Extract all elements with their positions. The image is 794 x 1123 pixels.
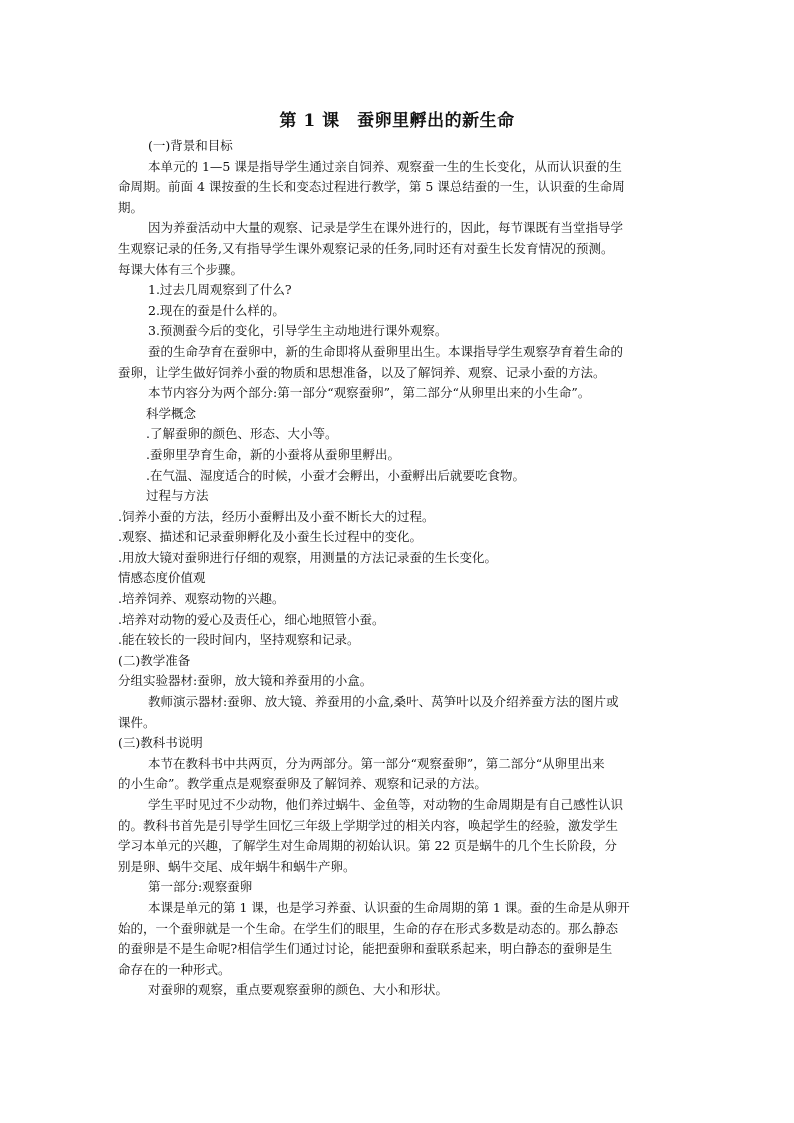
text-line: 始的，一个蚕卵就是一个生命。在学生们的眼里，生命的存在形式多数是动态的。那么静态 [118,920,619,936]
text-line: 课件。 [118,714,156,730]
text-line: 蚕的生命孕育在蚕卵中，新的生命即将从蚕卵里出生。本课指导学生观察孕育着生命的 [148,343,624,359]
text-line: .培养对动物的爱心及责任心，细心地照管小蚕。 [118,611,385,627]
text-line: 每课大体有三个步骤。 [118,261,244,277]
text-line: 命存在的一种形式。 [118,961,231,977]
text-line: 学生平时见过不少动物，他们养过蜗牛、金鱼等，对动物的生命周期是有自己感性认识 [148,797,624,812]
text-line: (三)教科书说明 [118,735,203,751]
text-line: .能在较长的一段时间内，坚持观察和记录。 [118,632,360,648]
text-line: 情感态度价值观 [118,570,206,586]
text-line: 的。教科书首先是引导学生回忆三年级上学期学过的相关内容，唤起学生的经验，激发学生 [118,817,619,833]
text-line: 本课是单元的第 1 课，也是学习养蚕、认识蚕的生命周期的第 1 课。蚕的生命是从卵开 [148,899,630,915]
text-line: 因为养蚕活动中大量的观察、记录是学生在课外进行的，因此，每节课既有当堂指导学 [148,220,624,236]
text-line: 2.现在的蚕是什么样的。 [148,302,285,318]
text-line: .蚕卵里孕育生命，新的小蚕将从蚕卵里孵出。 [146,446,400,462]
lesson-body [118,136,678,1001]
text-line: .饲养小蚕的方法，经历小蚕孵出及小蚕不断长大的过程。 [118,508,435,524]
text-line: 命周期。前面 4 课按蚕的生长和变态过程进行教学，第 5 课总结蚕的一生，认识蚕的生命周 [118,179,625,195]
text-line: 期。 [118,199,144,215]
text-line: 本节在教科书中共两页，分为两部分。第一部分“观察蚕卵”，第二部分“从卵里出来 [148,755,605,771]
text-line: 的小生命”。教学重点是观察蚕卵及了解饲养、观察和记录的方法。 [118,776,487,792]
text-line: .培养饲养、观察动物的兴趣。 [118,591,285,607]
text-line: .观察、描述和记录蚕卵孵化及小蚕生长过程中的变化。 [118,529,422,545]
text-line: 蚕卵，让学生做好饲养小蚕的物质和思想准备，以及了解饲养、观察、记录小蚕的方法。 [118,364,606,380]
text-line: 1.过去几周观察到了什么? [148,282,292,298]
text-line: 本单元的 1—5 课是指导学生通过亲自饲养、观察蚕一生的生长变化，从而认识蚕的生 [148,158,622,174]
text-line: 教师演示器材:蚕卵、放大镜、养蚕用的小盒,桑叶、莴笋叶以及介绍养蚕方法的图片或 [148,694,619,710]
text-line: 别是卵、蜗牛交尾、成年蜗牛和蜗牛产卵。 [118,858,356,874]
text-line: .了解蚕卵的颜色、形态、大小等。 [146,426,338,442]
text-line: 分组实验器材:蚕卵，放大镜和养蚕用的小盒。 [118,673,373,689]
text-line: (一)背景和目标 [148,138,233,153]
text-line: 对蚕卵的观察，重点要观察蚕卵的颜色、大小和形状。 [148,982,449,998]
text-line: 过程与方法 [146,488,209,504]
text-line: 的蚕卵是不是生命呢?相信学生们通过讨论，能把蚕卵和蚕联系起来，明白静态的蚕卵是生 [118,941,613,957]
text-line: 本节内容分为两个部分:第一部分“观察蚕卵”，第二部分“从卵里出来的小生命”。 [148,385,591,401]
text-line: 第一部分:观察蚕卵 [148,879,253,895]
text-line: .用放大镜对蚕卵进行仔细的观察，用测量的方法记录蚕的生长变化。 [118,549,497,565]
text-line: 3.预测蚕今后的变化，引导学生主动地进行课外观察。 [148,323,448,339]
text-line: 生观察记录的任务,又有指导学生课外观察记录的任务,同时还有对蚕生长发育情况的预测。 [118,240,614,256]
text-line: 科学概念 [146,405,197,421]
lesson-title: 第 1 课 蚕卵里孵出的新生命 [279,111,515,131]
text-line: (二)教学准备 [118,652,191,668]
text-line: 学习本单元的兴趣，了解学生对生命周期的初始认识。第 22 页是蜗牛的几个生长阶段，分 [118,838,617,854]
text-line: .在气温、湿度适合的时候，小蚕才会孵出，小蚕孵出后就要吃食物。 [146,467,525,483]
